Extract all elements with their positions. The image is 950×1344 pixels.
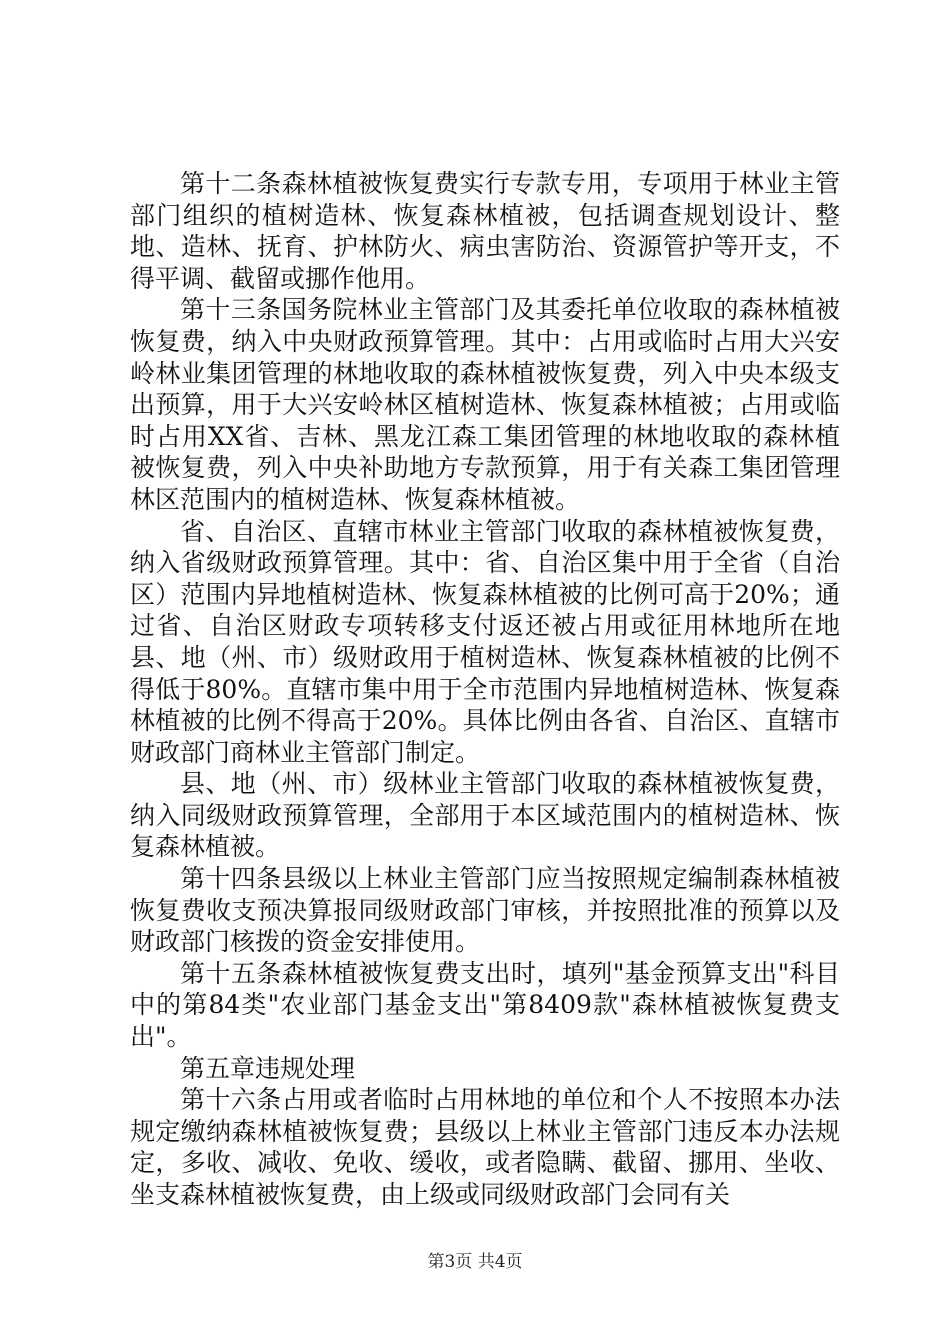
paragraph-article-13: 第十三条国务院林业主管部门及其委托单位收取的森林植被恢复费，纳入中央财政预算管理。其中：占用或临时占用大兴安岭林业集团管理的林地收取的森林植被恢复费，列入中央本级支出预算，用于大兴安岭林区植树造林、恢复森林植被；占用或临时占用XX省、吉林、黑龙江森工集团管理的林地收取的森林植被恢复费，列入中央补助地方专款预算，用于有关森工集团管理林区范围内的植树造林、恢复森林植被。 [130, 295, 840, 514]
paragraph-article-15: 第十五条森林植被恢复费支出时，填列"基金预算支出"科目中的第84类"农业部门基金支出"第8409款"森林植被恢复费支出"。 [130, 958, 840, 1052]
document-body [130, 168, 840, 1211]
page-number-footer: 第3页 共4页 [427, 1252, 523, 1272]
paragraph-article-12: 第十二条森林植被恢复费实行专款专用，专项用于林业主管部门组织的植树造林、恢复森林植被，包括调查规划设计、整地、造林、抚育、护林防火、病虫害防治、资源管护等开支，不得平调、截留或挪作他用。 [130, 169, 840, 293]
paragraph-article-16: 第十六条占用或者临时占用林地的单位和个人不按照本办法规定缴纳森林植被恢复费；县级以上林业主管部门违反本办法规定，多收、减收、免收、缓收，或者隐瞒、截留、挪用、坐收、坐支森林植被恢复费，由上级或同级财政部门会同有关 [130, 1085, 840, 1209]
paragraph-county-fees: 县、地（州、市）级林业主管部门收取的森林植被恢复费，纳入同级财政预算管理，全部用于本区域范围内的植树造林、恢复森林植被。 [130, 769, 840, 862]
chapter-heading: 第五章违规处理 [180, 1053, 356, 1083]
paragraph-provincial-fees: 省、自治区、直辖市林业主管部门收取的森林植被恢复费，纳入省级财政预算管理。其中：省、自治区集中用于全省（自治区）范围内异地植树造林、恢复森林植被的比例可高于20%；通过省、自治区财政专项转移支付返还被占用或征用林地所在地县、地（州、市）级财政用于植树造林、恢复森林植被的比例不得低于80%。直辖市集中用于全市范围内异地植树造林、恢复森林植被的比例不得高于20%。具体比例由各省、自治区、直辖市财政部门商林业主管部门制定。 [130, 516, 840, 767]
paragraph-article-14: 第十四条县级以上林业主管部门应当按照规定编制森林植被恢复费收支预决算报同级财政部门审核，并按照批准的预算以及财政部门核拨的资金安排使用。 [130, 864, 840, 957]
